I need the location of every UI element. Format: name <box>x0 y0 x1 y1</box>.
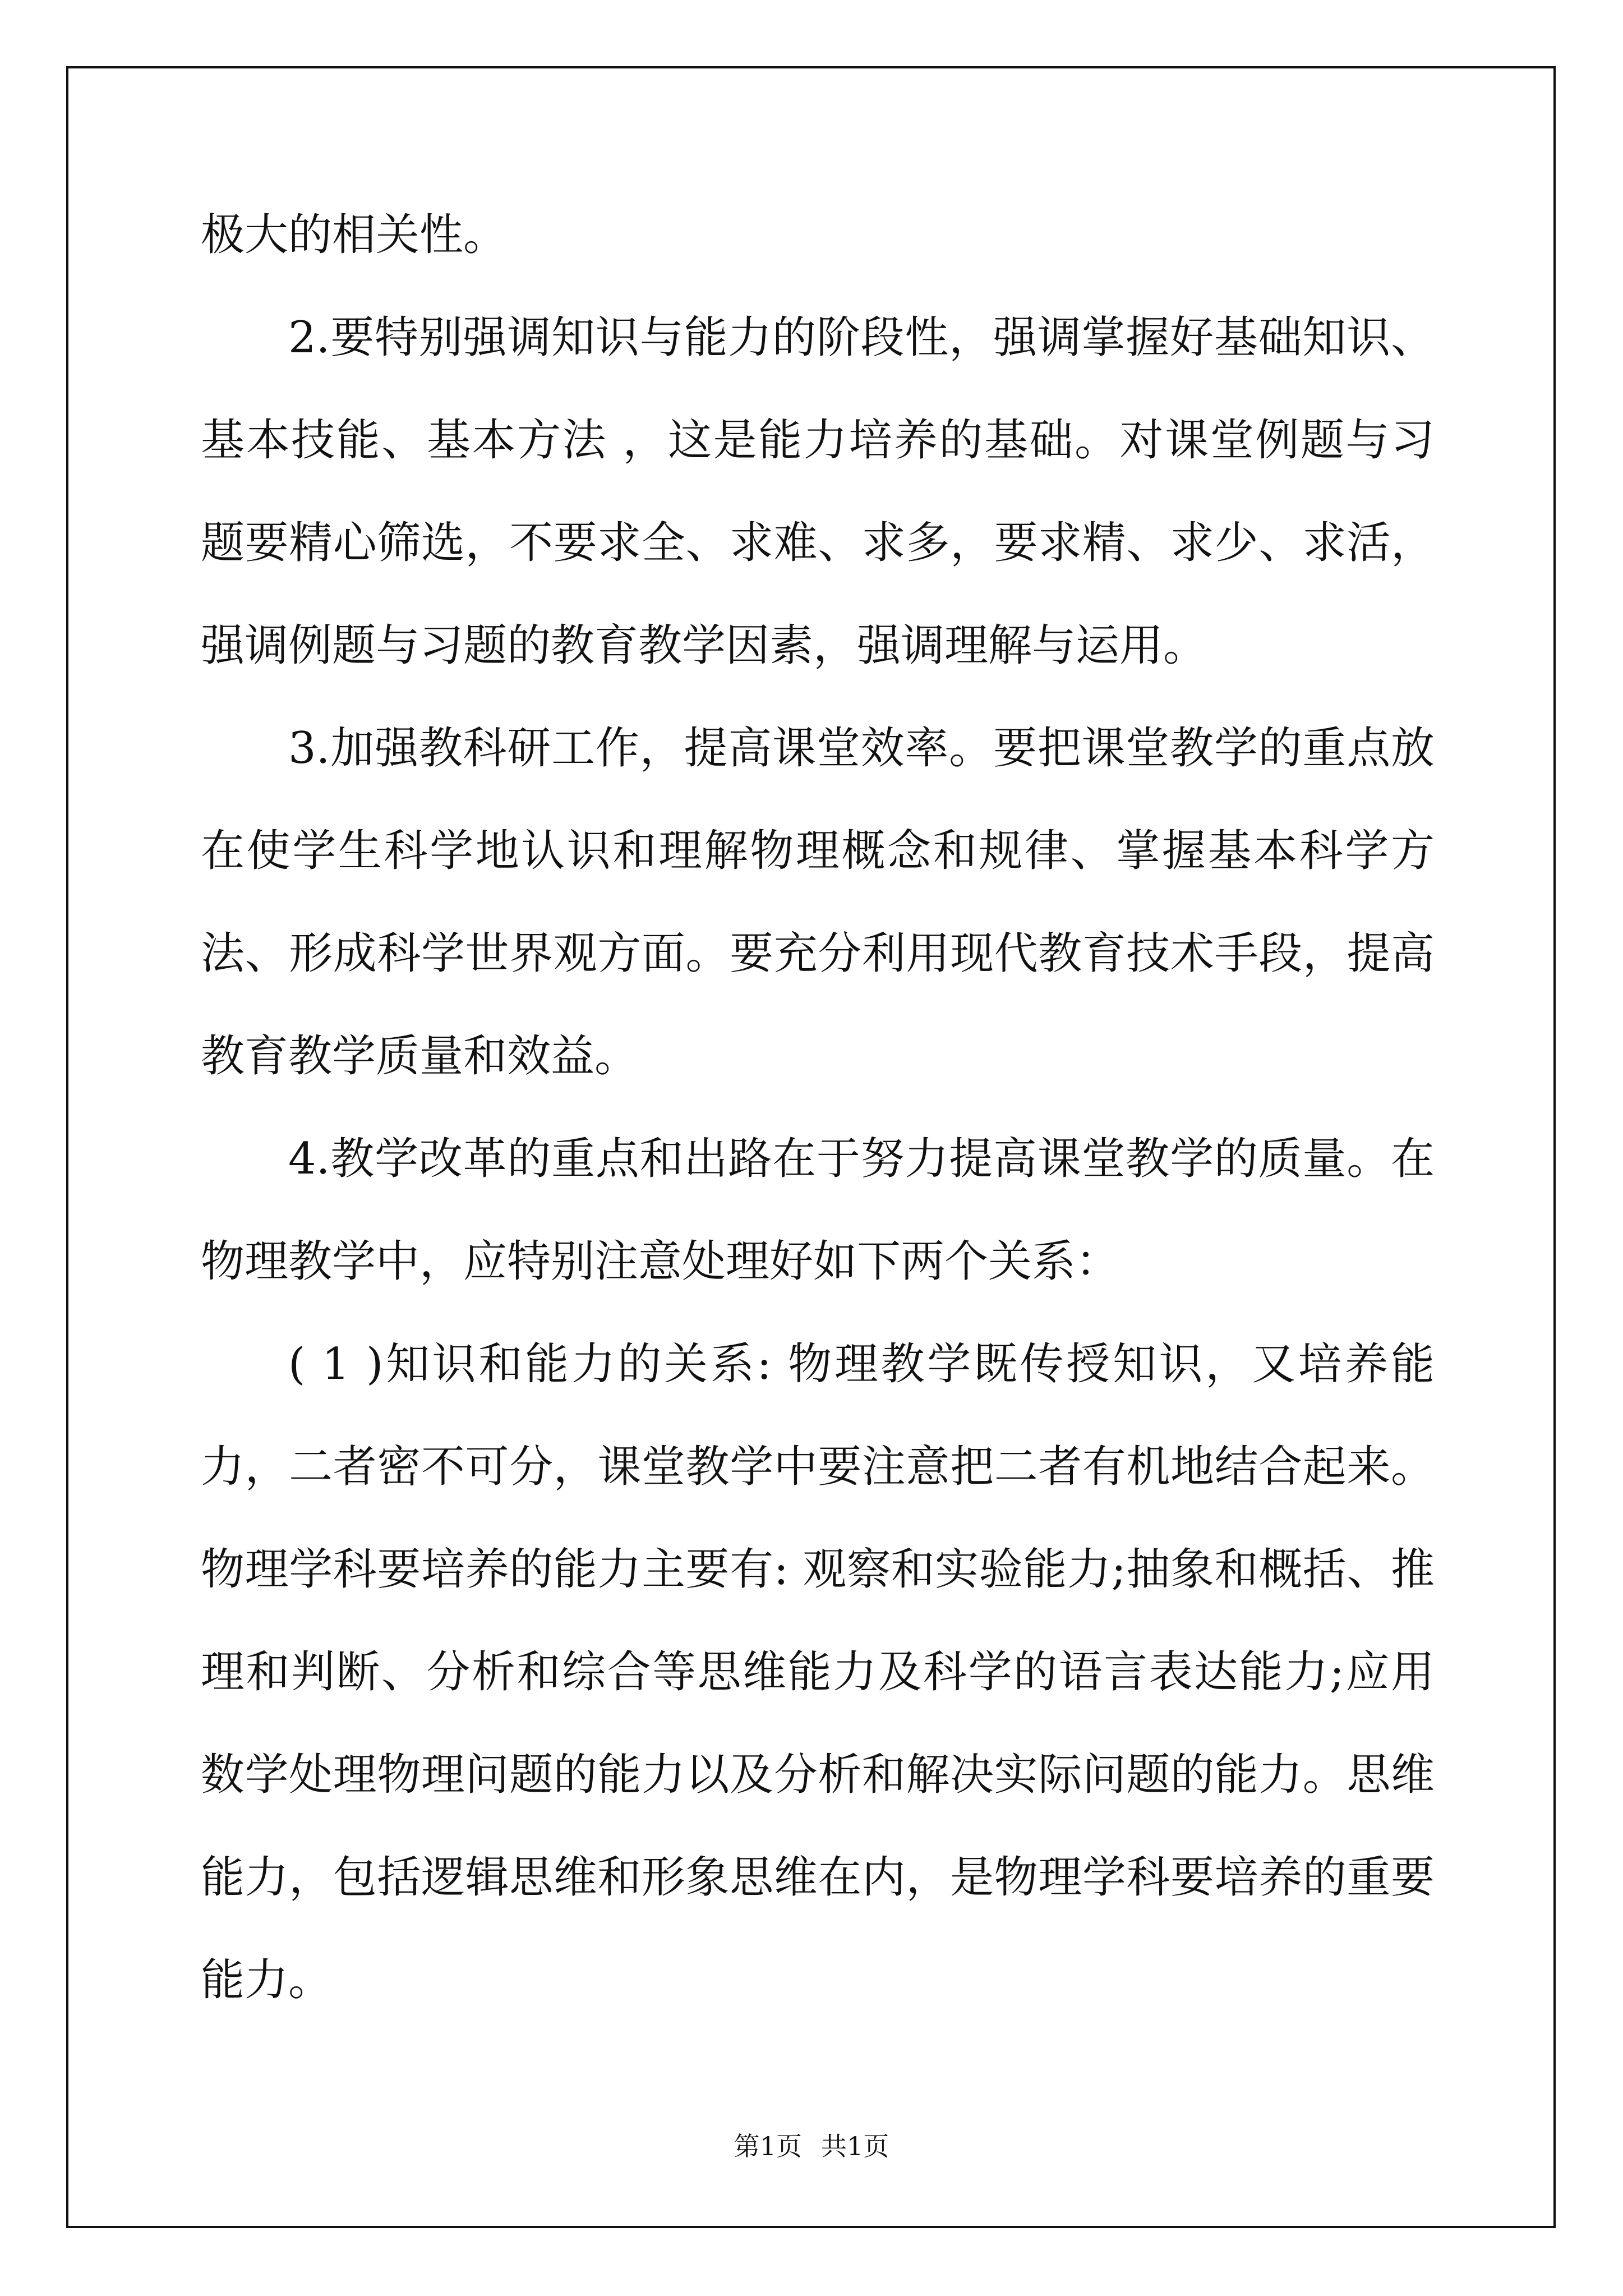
page-number: 第1页 <box>734 2131 802 2161</box>
paragraph-continuation: 极大的相关性。 <box>201 210 508 260</box>
document-body <box>201 184 1435 2032</box>
page-total: 共1页 <box>821 2131 889 2161</box>
paragraph-subitem-1: ( 1 )知识和能力的关系: 物理教学既传授知识，又培养能力，二者密不可分，课堂教学中要注意把二者有机地结合起来。物理学科要培养的能力主要有: 观察和实验能力;抽象和概括、推理和判断、分析和综合等思维能力及科学的语言表达能力;应用数学处理物理问题的能力以及分析和解决实际问题的能力。思维能力，包括逻辑思维和形象思维在内，是物理学科要培养的重要能力。 <box>201 1339 1435 2005</box>
paragraph-item-3: 3.加强教科研工作，提高课堂效率。要把课堂教学的重点放在使学生科学地认识和理解物理概念和规律、掌握基本科学方法、形成科学世界观方面。要充分利用现代教育技术手段，提高教育教学质量和效益。 <box>201 723 1435 1082</box>
paragraph-item-4: 4.教学改革的重点和出路在于努力提高课堂教学的质量。在物理教学中，应特别注意处理好如下两个关系： <box>201 1134 1435 1287</box>
page-footer <box>0 2126 1623 2163</box>
paragraph-item-2: 2.要特别强调知识与能力的阶段性，强调掌握好基础知识、基本技能、基本方法 ，这是能力培养的基础。对课堂例题与习题要精心筛选，不要求全、求难、求多，要求精、求少、求活，强调例题与习题的教育教学因素，强调理解与运用。 <box>201 312 1435 671</box>
